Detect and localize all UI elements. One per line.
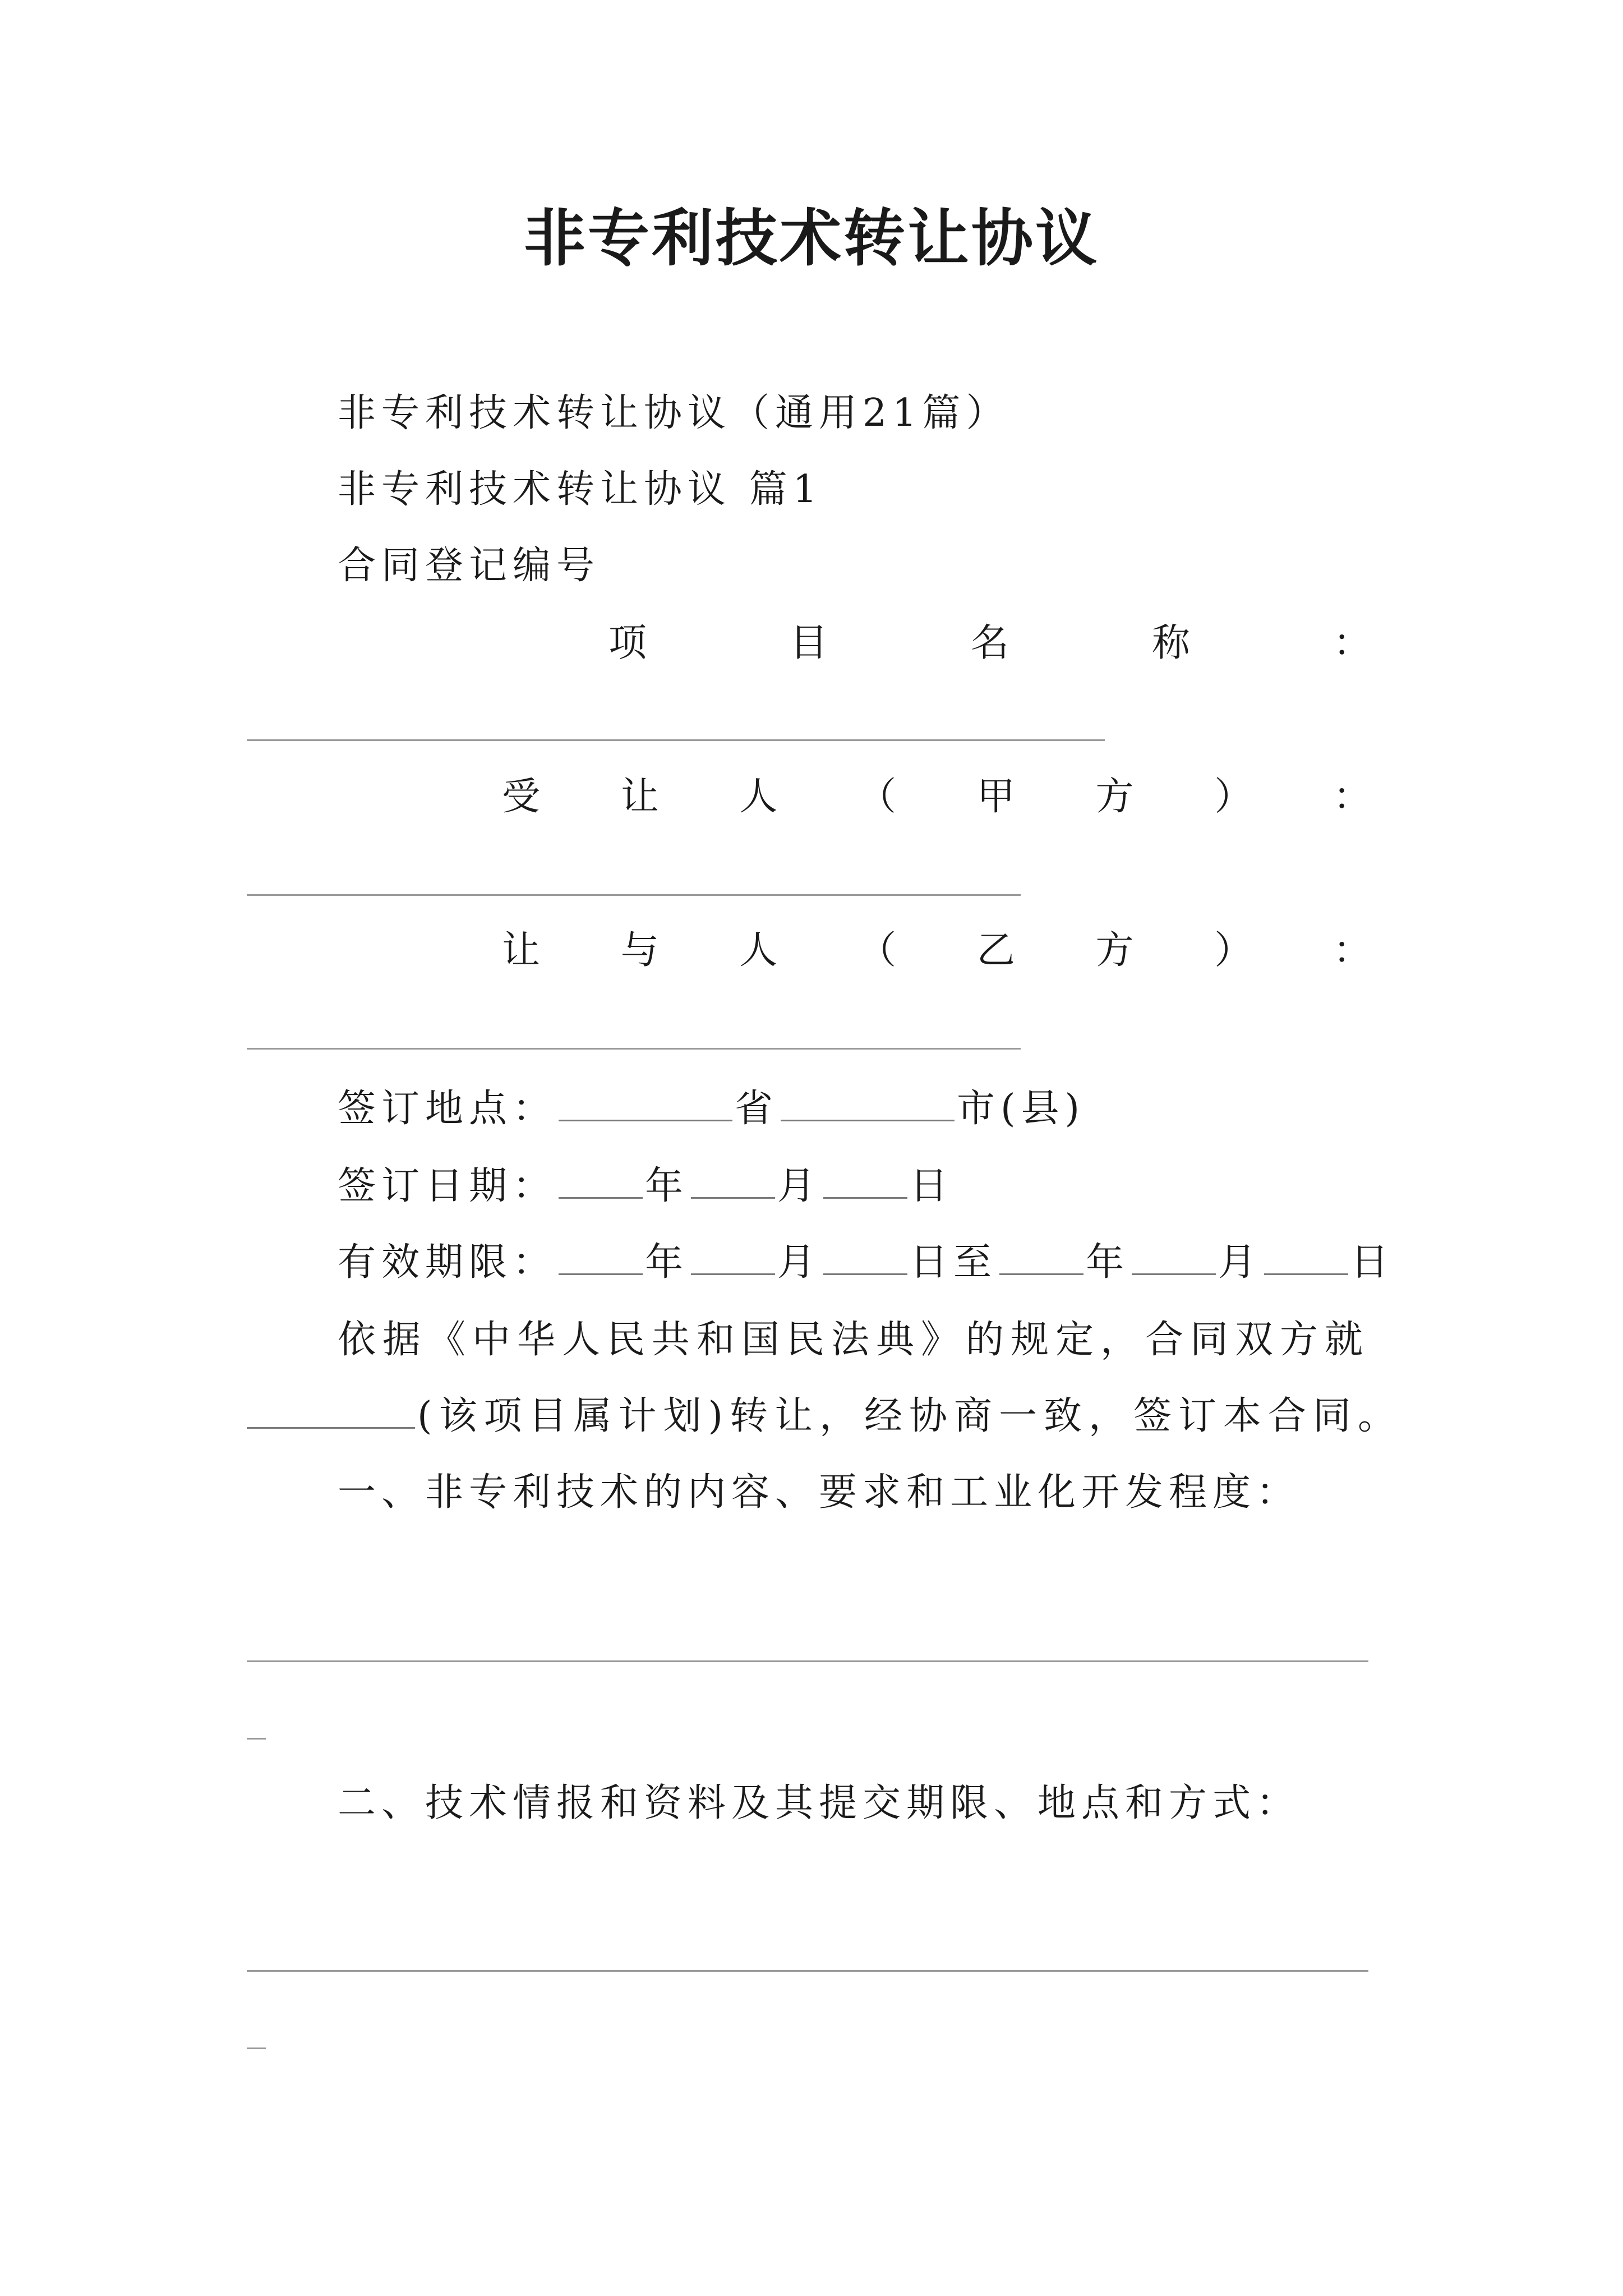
- assignee-char: 甲: [976, 775, 1015, 819]
- assignor-char: 乙: [976, 928, 1015, 973]
- plan-blank: [247, 1393, 415, 1429]
- project-name-char: 称: [1151, 621, 1190, 665]
- project-name-label: [608, 618, 1371, 669]
- sign-place-row: [338, 1084, 1085, 1134]
- valid-period-row: [338, 1237, 1394, 1288]
- city-suffix: 市(县): [957, 1087, 1086, 1131]
- basis-paragraph-line2: [247, 1391, 1403, 1442]
- assignee-char: ）: [1214, 775, 1253, 819]
- valid-year2-blank: [999, 1239, 1083, 1275]
- sign-day-blank: [823, 1163, 907, 1199]
- document-title: 非专利技术转让协议: [524, 202, 1099, 274]
- project-name-char: ：: [1332, 621, 1371, 665]
- assignor-char: 与: [620, 928, 659, 973]
- section-heading: 非专利技术转让协议 篇1: [338, 467, 823, 512]
- assignee-char: 人: [739, 775, 778, 819]
- valid-month-blank: [691, 1239, 775, 1275]
- assignee-char: ：: [1332, 775, 1371, 819]
- assignor-char: 方: [1095, 928, 1134, 973]
- assignee-char: 让: [620, 775, 659, 819]
- clause-1-blank-line: [247, 1660, 1368, 1662]
- sign-day-suffix: 日: [910, 1164, 954, 1208]
- city-blank: [781, 1085, 955, 1121]
- sign-month-suffix: 月: [777, 1164, 822, 1208]
- assignee-blank-line: [247, 894, 1021, 896]
- sign-month-blank: [691, 1163, 775, 1199]
- clause-2-heading: 二、技术情报和资料及其提交期限、地点和方式：: [338, 1781, 1301, 1825]
- project-name-char: 目: [789, 621, 828, 665]
- valid-day2-suffix: 日: [1350, 1240, 1395, 1285]
- province-suffix: 省: [735, 1087, 779, 1131]
- sign-place-label: 签订地点：: [338, 1087, 557, 1131]
- document-subtitle: 非专利技术转让协议（通用21篇）: [338, 391, 1010, 435]
- valid-year-blank: [559, 1239, 643, 1275]
- valid-month2-suffix: 月: [1218, 1240, 1262, 1285]
- basis-line2-text: (该项目属计划)转让，经协商一致，签订本合同。: [417, 1394, 1403, 1438]
- sign-year-blank: [559, 1163, 643, 1199]
- assignor-char: ）: [1214, 928, 1253, 973]
- sign-year-suffix: 年: [645, 1164, 689, 1208]
- clause-2-blank-line-end: [247, 2047, 266, 2049]
- assignee-label: [502, 772, 1371, 822]
- valid-year2-suffix: 年: [1086, 1240, 1130, 1285]
- assignee-char: 受: [502, 775, 541, 819]
- assignee-char: 方: [1095, 775, 1134, 819]
- clause-1-blank-line-end: [247, 1738, 266, 1740]
- assignor-char: 人: [739, 928, 778, 973]
- project-name-blank-line: [247, 739, 1105, 741]
- valid-period-label: 有效期限：: [338, 1240, 557, 1285]
- sign-date-label: 签订日期：: [338, 1164, 557, 1208]
- valid-day-to: 日至: [910, 1240, 998, 1285]
- valid-year-suffix: 年: [645, 1240, 689, 1285]
- assignor-char: ：: [1332, 928, 1371, 973]
- sign-date-row: [338, 1161, 953, 1212]
- valid-month2-blank: [1132, 1239, 1216, 1275]
- assignor-char: （: [858, 928, 897, 973]
- assignor-char: 让: [502, 928, 541, 973]
- valid-month-suffix: 月: [777, 1240, 822, 1285]
- contract-registration-label: 合同登记编号: [338, 544, 601, 588]
- assignee-char: （: [858, 775, 897, 819]
- assignor-label: [502, 926, 1371, 976]
- valid-day-blank: [823, 1239, 907, 1275]
- project-name-char: 名: [970, 621, 1009, 665]
- assignor-blank-line: [247, 1048, 1021, 1050]
- clause-1-heading: 一、非专利技术的内容、要求和工业化开发程度：: [338, 1470, 1301, 1515]
- project-name-char: 项: [608, 621, 647, 665]
- province-blank: [559, 1085, 732, 1121]
- basis-paragraph-line1: 依据《中华人民共和国民法典》的规定，合同双方就: [338, 1318, 1370, 1362]
- clause-2-blank-line: [247, 1970, 1368, 1972]
- valid-day2-blank: [1264, 1239, 1348, 1275]
